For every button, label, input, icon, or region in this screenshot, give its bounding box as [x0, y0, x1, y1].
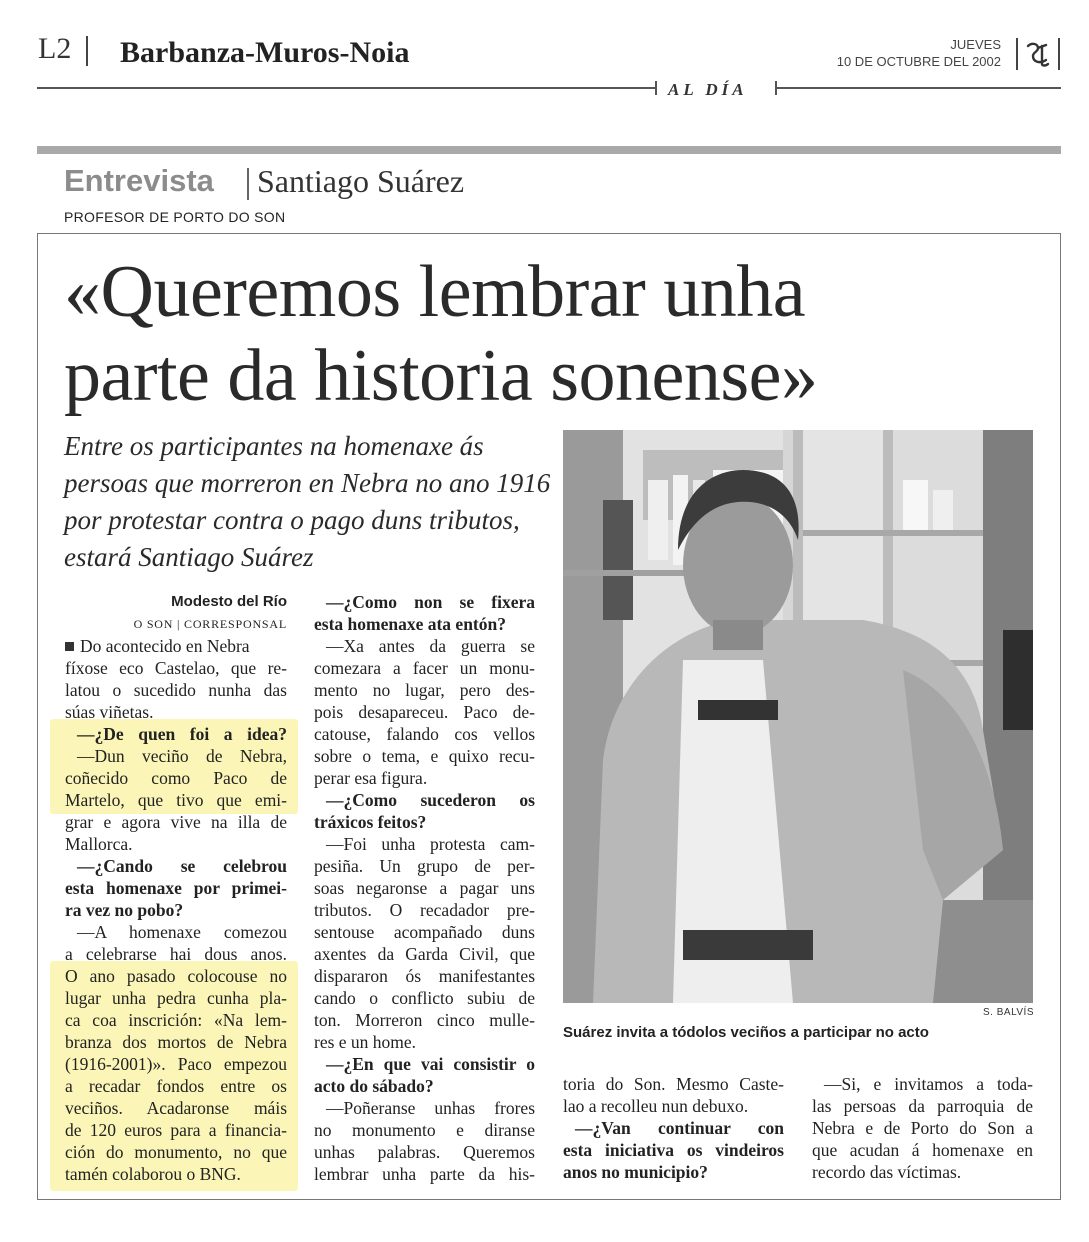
column-lines: [314, 591, 535, 1185]
text-line: súas viñetas.: [65, 702, 154, 722]
text-line: tráxicos feitos?: [314, 812, 427, 832]
text-line: [65, 635, 287, 657]
text-line: —Si, e invitamos a toda-: [824, 1074, 1033, 1094]
text-line: lao a recolleu nun debuxo.: [563, 1096, 749, 1116]
byline-author: Modesto del Río: [171, 593, 287, 610]
text-line: fíxose eco Castelao, que re-: [65, 658, 287, 678]
text-line: las persoas da parroquia de: [812, 1096, 1033, 1116]
headline: [64, 250, 818, 418]
text-line: —¿De quen foi a idea?: [77, 724, 287, 744]
headline-line: «Queremos lembrar unha: [64, 251, 806, 333]
text-line: no monumento e diranse: [314, 1120, 535, 1140]
text-line: axentes da Garda Civil, que: [314, 944, 535, 964]
text-line: tamén colaborou o BNG.: [65, 1164, 241, 1184]
text-line: —Dun veciño de Nebra,: [77, 746, 287, 766]
text-column-3: [563, 1073, 784, 1183]
text-line: —A homenaxe comezou: [77, 922, 287, 942]
text-line: esta iniciativa os vindeiros: [563, 1140, 784, 1160]
text-column-4: [812, 1073, 1033, 1183]
text-line: esta homenaxe por primei-: [65, 878, 287, 898]
portrait-photo: [563, 430, 1033, 1003]
text-line: de 120 euros para a financia-: [65, 1120, 287, 1140]
text-line: —Poñeranse unhas frores: [326, 1098, 535, 1118]
column-lines: [563, 1073, 784, 1183]
weekday: JUEVES: [950, 37, 1001, 52]
text-line: esta homenaxe ata entón?: [314, 614, 506, 634]
masthead-rule-left: [37, 87, 657, 89]
text-column-1: [65, 591, 287, 1185]
text-line: ca coa inscrición: «Na lem-: [65, 1010, 287, 1030]
column-lines: [812, 1073, 1033, 1183]
text-line: —Xa antes da guerra se: [326, 636, 535, 656]
text-line: —¿Cando se celebrou: [77, 856, 287, 876]
text-line: soas negaronse a pagar uns: [314, 878, 535, 898]
text-line: —¿Como sucederon os: [326, 790, 535, 810]
interviewee-role: PROFESOR DE PORTO DO SON: [64, 209, 286, 225]
issue-date: 10 DE OCTUBRE DEL 2002: [836, 54, 1001, 69]
lead-square-icon: [65, 642, 74, 651]
text-line: res e un home.: [314, 1032, 417, 1052]
standfirst: Entre os participantes na homenaxe ás persoas que morreron en Nebra no ano 1916 por protestar contra o pago duns tributos, estará Santiago Suárez: [64, 431, 551, 572]
text-line: dispararon ós manifestantes: [314, 966, 535, 986]
text-line: cando o conflicto subiu de: [314, 988, 535, 1008]
text-line: branza dos mortos de Nebra: [65, 1032, 287, 1052]
text-line: coñecido como Paco de: [65, 768, 287, 788]
text-line-content: Do acontecido en Nebra: [80, 636, 250, 656]
text-line: Nebra e de Porto do Son a: [812, 1118, 1033, 1138]
text-line: lembrar unha parte da his-: [314, 1164, 535, 1184]
photo-credit: S. BALVÍS: [983, 1007, 1035, 1018]
text-line: —¿Como non se fixera: [326, 592, 535, 612]
text-line: O ano pasado colocouse no: [65, 966, 287, 986]
headline-line: parte da historia sonense»: [64, 335, 818, 417]
text-line: toria do Son. Mesmo Caste-: [563, 1074, 784, 1094]
interviewee-name: Santiago Suárez: [257, 163, 465, 199]
text-line: a celebrarse hai dous anos.: [65, 944, 287, 964]
text-line: perar esa figura.: [314, 768, 428, 788]
text-line: ción do monumento, no que: [65, 1142, 287, 1162]
text-line: pois desapareceu. Paco de-: [314, 702, 535, 722]
rule-end-mark: [655, 81, 657, 95]
text-line: que acudan á homenaxe en: [812, 1140, 1033, 1160]
rubric-label: AL DÍA: [668, 80, 748, 99]
section-title: Barbanza-Muros-Noia: [120, 36, 410, 69]
text-line: recordo das víctimas.: [812, 1162, 962, 1182]
text-line: mento no lugar, pero des-: [314, 680, 535, 700]
text-line: Mallorca.: [65, 834, 133, 854]
newspaper-logo-icon: [1016, 38, 1060, 70]
text-line: grar e agora vive na illa de: [65, 812, 287, 832]
text-line: veciños. Acadaronse máis: [65, 1098, 287, 1118]
column-lines: [65, 635, 287, 1185]
text-line: catouse, falando cos vellos: [314, 724, 535, 744]
byline-location: O SON | CORRESPONSAL: [133, 617, 287, 631]
text-line: (1916-2001)». Paco empezou: [65, 1054, 287, 1074]
text-line: ra vez no pobo?: [65, 900, 184, 920]
text-line: acto do sábado?: [314, 1076, 434, 1096]
text-line: lugar unha pedra cunha pla-: [65, 988, 287, 1008]
text-line: pesiña. Un grupo de per-: [314, 856, 535, 876]
text-line: latou o sucedido nunha das: [65, 680, 287, 700]
text-line: a recadar fondos entre os: [65, 1076, 287, 1096]
text-line: —¿En que vai consistir o: [326, 1054, 535, 1074]
text-line: sobre o tema, e quixo recu-: [314, 746, 535, 766]
masthead-rule-right: [775, 87, 1061, 89]
page-number: L2: [38, 32, 72, 65]
text-line: anos no municipio?: [563, 1162, 708, 1182]
text-line: —¿Van continuar con: [575, 1118, 784, 1138]
kicker-label: Entrevista: [64, 163, 214, 198]
text-line: —Foi unha protesta cam-: [326, 834, 535, 854]
text-line: unhas palabras. Queremos: [314, 1142, 535, 1162]
text-line: tributos. O recadador pre-: [314, 900, 535, 920]
text-line: sentouse acompañado duns: [314, 922, 535, 942]
date-block: [837, 36, 1001, 70]
photo-caption: Suárez invita a tódolos veciños a participar no acto: [563, 1024, 929, 1041]
section-band: [37, 146, 1061, 154]
text-line: Martelo, que tivo que emi-: [65, 790, 287, 810]
masthead-divider: [86, 36, 88, 66]
kicker-divider: [247, 168, 249, 200]
text-line: comezara a facer un monu-: [314, 658, 535, 678]
text-column-2: [314, 591, 535, 1185]
text-line: ton. Morreron cinco mulle-: [314, 1010, 535, 1030]
